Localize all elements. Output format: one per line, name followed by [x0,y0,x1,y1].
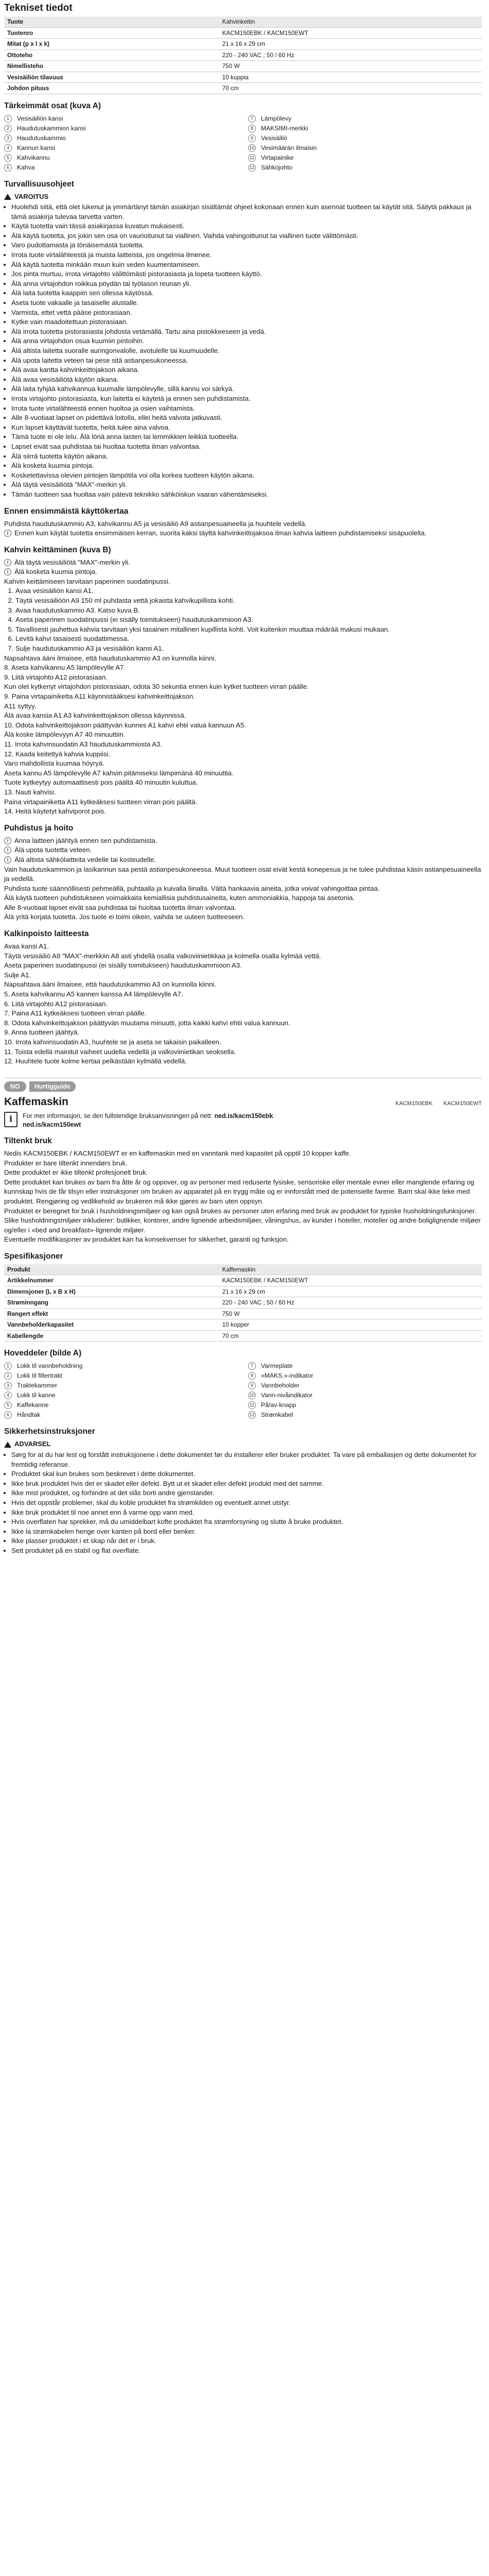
list-item: • Älä laita tuotetta kaappiin sen ollessa käytössä. [11,289,482,298]
part-label: Kannun kansi [17,144,55,151]
part-label: Kahva [17,163,35,171]
text-line: Nedis KACM150EBK / KACM150EWT er en kaffemaskin med en vanntank med kapasitet på opptil 10 kopper kaffe. [4,1149,351,1157]
fi-safety-list [4,202,482,499]
part-item [248,153,482,163]
spec-row [4,1275,482,1286]
spec-row [4,16,482,27]
fi-descale-title: Kalkinpoisto laitteesta [4,929,89,939]
list-item: • Käytä tuotetta vain tässä asiakirjassa kuvatun mukaisesti. [11,222,482,231]
fi-specs-title: Tekniset tiedot [4,3,73,13]
text-line: Napsahtava ääni ilmaisee, että haudutuskammio A3 on kunnolla kiinni. [4,654,216,662]
part-item [4,114,238,124]
warning-text: Älä täytä vesisäiliötä "MAX"-merkin yli. [14,558,130,566]
spec-row [4,1264,482,1275]
quick-guide-label: Hurtigguide [29,1081,76,1092]
part-number: 10 [248,1392,256,1399]
list-item: • Lapset eivät saa puhdistaa tai huoltaa tuotetta ilman valvontaa. [11,442,482,452]
part-item [4,133,238,143]
spec-value: 750 W [219,61,482,72]
text-line: Eventuelle modifikasjoner av produktet kan ha konsekvenser for sikkerhet, garanti og funksjon. [4,1235,289,1244]
part-label: Lokk til vannbeholdning [17,1362,83,1370]
list-item: • Sørg for at du har lest og forstått instruksjonene i dette dokumentet før du installerer eller bruker produktet. Ta vare på emballasjen og dette dokumentet for fremtidig referanse. [11,1450,482,1469]
fi-brew-warnings [4,558,482,577]
part-item [248,1371,482,1381]
warning-line [4,855,482,865]
no-safety-title: Sikkerhetsinstruksjoner [4,1427,95,1436]
manual-link[interactable]: ned.is/kacm150ewt [23,1121,81,1128]
part-label: Traktekammer [17,1382,58,1389]
warning-text: Älä kosketa kuumia pintoja. [14,568,97,576]
spec-value: 10 kopper [219,1319,482,1331]
list-item: • Alle 8-vuotiaat lapset on pidettävä loitolla, ellei heitä valvota jatkuvasti. [11,413,482,423]
part-number: 2 [4,125,12,132]
list-item: • Älä laita tyhjää kahvikannua kuumalle lämpölevylle, sillä kannu voi särkyä. [11,384,482,394]
no-warning-header [4,1439,482,1449]
no-use-text [4,1149,482,1245]
no-title-row [4,1096,482,1109]
spec-key: Mitat (p x l x k) [4,39,219,50]
part-item [4,1381,238,1391]
part-item [248,1391,482,1400]
text-line: Varo mahdollista kuumaa höyryä. [4,759,104,768]
list-item: 6. Levitä kahvi tasaisesti suodattimessa. [15,634,482,644]
text-line: 5. Aseta kahvikannu A5 kannen kanssa A4 lämpölevylle A7. [4,990,183,998]
info-icon: i [4,530,11,537]
part-label: Lokk til filtertrakt [17,1372,63,1380]
part-label: Kaffekanne [17,1401,49,1409]
fi-first-use-note [4,529,482,538]
spec-row [4,49,482,61]
list-item: • Aseta tuote vakaalle ja tasaiselle alustalle. [11,298,482,308]
list-item: • Kytke vain maadoitettuun pistorasiaan. [11,317,482,327]
fi-clean-warnings [4,836,482,865]
list-item: • Älä anna virtajohdon roikkua pöydän tai työtason reunan yli. [11,279,482,289]
text-line: Vain haudutuskammion ja lasikannun saa pestä astianpesukoneessa. Muut tuotteen osat eivät kestä konepesua ja ne tulee puhdistaa käsin astianpesuaineella ja vedellä. [4,865,481,883]
spec-row [4,72,482,83]
no-parts-title: Hoveddeler (bilde A) [4,1349,82,1358]
list-item: • Huolehdi siitä, että olet lukenut ja ymmärtänyt tämän asiakirjan sisältämät ohjeet kokonaan ennen kuin asennat tuotteen tai käytät sitä. Säilytä pakkaus ja tämä asiakirja tulevaa tarvetta varten. [11,202,482,222]
part-label: Virtapainike [261,154,294,161]
part-label: Vesisäiliö [261,134,287,142]
text-line: Älä yritä korjata tuotetta. Jos tuote ei toimi oikein, vaihda se uuteen tuotteeseen. [4,913,244,921]
list-item: • Kosketettavissa olevien pintojen lämpötila voi olla korkea tuotteen käytön aikana. [11,471,482,481]
manual-info-icon [4,1112,18,1127]
spec-value: 220 - 240 VAC ; 50 / 60 Hz [219,1297,482,1309]
spec-key: Produkt [4,1264,219,1275]
spec-key: Tuote [4,16,219,27]
text-line: 10. Odota kahvinkeittojakson päättyvän kunnes A1 kahvi ehtii valua kannuun A5. [4,721,246,729]
part-number: 1 [4,115,12,123]
text-line: Paina virtapainiketta A11 kytkeäksesi tuotteen virran pois päältä. [4,798,198,806]
text-line: 9. Liitä virtajohto A12 pistorasiaan. [4,673,108,681]
list-item: • Älä anna virtajohdon osua kuumiin pintoihin. [11,336,482,346]
spec-key: Ottoteho [4,49,219,61]
text-line: 9. Anna tuotteen jäähtyä. [4,1028,79,1037]
text-line: 10. Irrota kahvinsuodatin A3, huuhtele se ja aseta se takaisin paikalleen. [4,1038,221,1046]
part-number: 12 [248,164,256,172]
fi-brew-continued [4,654,482,817]
part-label: Vesimäärän ilmaisin [261,144,317,151]
part-item [248,1361,482,1371]
list-item: • Älä irrota tuotetta pistorasiasta johdosta vetämällä. Tartu aina pistokkeeseen ja vedä. [11,327,482,337]
fi-clean-text [4,865,482,923]
spec-row [4,39,482,50]
list-item: • Varo pudottamasta ja tönäisemästä tuotetta. [11,241,482,250]
model-number: KACM150EBK [395,1100,433,1107]
list-item: • Ikke bruk produktet hvis det er skadet eller defekt. Bytt ut et skadet eller defekt produkt med det samme. [11,1479,482,1489]
part-item [248,143,482,153]
list-item: • Älä altista laitetta suoralle auringonvalolle, avotulelle tai kuumuudelle. [11,346,482,356]
text-line: Produktet er beregnet for bruk i husholdningsmiljøer og kan også brukes av personer uten erfaring med bruk av produktet for typiske husholdningsfunksjoner. Slike husholdningsmiljøer inkluderer: butikker, kontorer, andre lignende arbeidsmiljøer, våningshus, av kunder i hoteller, moteller og andre boliglignende miljøer og/eller i «bed and breakfast»-lignende miljøer. [4,1207,481,1234]
spec-key: Artikkelnummer [4,1275,219,1286]
text-line: 11. Toista edellä mainitut vaiheet uudella vedellä ja valkoviinietikan seoksella. [4,1047,236,1056]
part-item [4,1371,238,1381]
text-line: 12. Kaada keitettyä kahvia kuppiisi. [4,750,110,758]
list-item: 1. Avaa vesisäiliön kansi A1. [15,586,482,596]
list-item: • Kun lapset käyttävät tuotetta, heitä tulee aina valvoa. [11,423,482,433]
no-parts-list [4,1361,482,1420]
part-number: 8 [248,1372,256,1380]
list-item: • Irrota virtajohto pistorasiasta, kun laitetta ei käytetä ja ennen sen puhdistamista. [11,394,482,404]
list-item: 2. Täytä vesisäiliöön A9 150 ml puhdasta vettä jokaista kahvikupillista kohti. [15,596,482,606]
text-line: Avaa kansi A1. [4,942,49,951]
text-line: 8. Odota kahvinkeittojakson päättyvän muutama minuutti, jotta kaikki kahvi ehtii valua kannuun. [4,1019,290,1027]
part-label: Håndtak [17,1411,41,1419]
part-label: Haudutuskammion kansi [17,124,86,132]
part-number: 4 [4,144,12,152]
text-line: Alle 8-vuotiaat lapset eivät saa puhdistaa tai huoltaa tuotetta ilman valvontaa. [4,903,236,911]
part-item [4,163,238,173]
fi-brew-steps [4,586,482,653]
part-number: 3 [4,1382,12,1389]
part-item [4,1391,238,1400]
spec-row [4,1330,482,1342]
spec-key: Vesisäiliön tilavuus [4,72,219,83]
list-item: • Irrota tuote virtalähteestä ennen huoltoa ja osien vaihtamista. [11,404,482,414]
list-item: 4. Aseta paperinen suodatinpussi (ei sisälly toimitukseen) haudutuskammioon A3. [15,615,482,625]
warning-line [4,567,482,577]
no-specs-title: Spesifikasjoner [4,1251,63,1261]
text-line: 13. Nauti kahvisi. [4,788,56,796]
no-info-prefix: For mer informasjon, se den fullstendige bruksanvisningen på nett: [23,1112,215,1120]
part-item [248,114,482,124]
spec-key: Kabellengde [4,1330,219,1342]
text-line: Tuote kytkeytyy automaattisesti pois päältä 40 minuutin kuluttua. [4,778,198,787]
fi-brew-title: Kahvin keittäminen (kuva B) [4,545,111,554]
part-label: Strømkabel [261,1411,293,1419]
text-line: Älä käytä tuotteen puhdistukseen voimakkaita kemiallisia puhdistusaineita, kuten ammoniakkia, happoja tai asetonia. [4,894,355,902]
warning-text: Älä upota tuotetta veteen. [14,846,92,854]
no-section-header [4,1078,482,1092]
part-number: 5 [4,154,12,162]
list-item: 7. Sulje haudutuskammio A3 ja vesisäiliön kansi A1. [15,644,482,654]
list-item: • Älä käytä tuotetta minkään muun kuin veden kuumentamiseen. [11,260,482,270]
text-line: Aseta paperinen suodatinpussi (ei sisälly toimitukseen) haudutuskammioon A3. [4,961,242,970]
text-line: Produkter er bare tiltenkt innendørs bruk. [4,1159,128,1167]
part-number: 7 [248,115,256,123]
warning-icon [4,1442,11,1448]
spec-row [4,61,482,72]
text-line: Älä koske lämpölevyyn A7 40 minuuttiin. [4,731,126,739]
part-number: 12 [248,1411,256,1419]
part-label: MAKSIMI-merkki [261,124,308,132]
part-item [248,133,482,143]
part-item [4,1410,238,1420]
text-line: 8. Aseta kahvikannu A5 lämpölevylle A7. [4,664,126,672]
spec-value: 21 x 16 x 29 cm [219,39,482,50]
fi-first-use-note-text: Ennen kuin käytät tuotetta ensimmäisen kerran, suorita kaksi täyttä kahvinkeittojaksoa ilman kahvia laitteen puhdistamiseksi sisäpuolelta. [14,529,427,537]
fi-safety-title: Turvallisuusohjeet [4,179,74,189]
list-item: • Älä avaa kantta kahvinkeittojakson aikana. [11,365,482,375]
no-warning-label: ADVARSEL [14,1440,51,1448]
text-line: 11. Irrota kahvinsuodatin A3 haudutuskammiosta A3. [4,740,162,748]
no-use-title: Tiltenkt bruk [4,1136,52,1145]
spec-value: 10 kuppia [219,72,482,83]
text-line: A11 syttyy. [4,702,37,710]
spec-value: 21 x 16 x 29 cm [219,1286,482,1297]
part-number: 2 [4,1372,12,1380]
list-item: • Hvis overflaten har sprekker, må du umiddelbart kofte produktet fra strømforsyning og slutte å bruke produktet. [11,1517,482,1527]
spec-value: 750 W [219,1308,482,1319]
warning-text: Älä altista sähkölaitteita vedelle tai kosteudelle. [14,855,156,863]
part-item [4,124,238,133]
no-info-text [23,1112,273,1129]
part-number: 4 [4,1392,12,1399]
part-number: 6 [4,164,12,172]
list-item: • Hvis det oppstår problemer, skal du koble produktet fra strømkilden og eventuelt annet utstyr. [11,1498,482,1508]
text-line: Aseta kannu A5 lämpölevylle A7 kahvin pitämiseksi lämpimänä 40 minuuttia. [4,769,234,777]
list-item: • Älä upota laitetta veteen tai pese sitä astianpesukoneessa. [11,356,482,366]
part-label: Sähköjohto [261,163,292,171]
text-line: 6. Liitä virtajohto A12 pistorasiaan. [4,999,108,1008]
spec-value: KACM150EBK / KACM150EWT [219,1275,482,1286]
list-item: • Ikke mist produktet, og forhindre at det slås borti andre gjenstander. [11,1488,482,1498]
text-line: 7. Paina A11 kytkeäksesi tuotteen virran päälle. [4,1009,147,1018]
part-number: 1 [4,1362,12,1370]
part-item [248,124,482,133]
part-label: På/av-knapp [261,1401,296,1409]
list-item: • Produktet skal kun brukes som beskrevet i dette dokumentet. [11,1469,482,1479]
warning-icon: ! [4,559,11,566]
spec-key: Tuotenro [4,27,219,39]
warning-line [4,845,482,855]
list-item: 5. Tavallisesti jauhettua kahvia tarvitaan yksi tasainen mitallinen kupillista kohti. Voit kuitenkin muuttaa määrää makusi mukaan. [15,625,482,635]
part-item [248,163,482,173]
part-label: «MAKS.»-indikator [261,1372,313,1380]
warning-text: Anna laitteen jäähtyä ennen sen puhdistamista. [14,836,158,844]
part-number: 8 [248,125,256,132]
list-item: • Irrota tuote virtalähteestä ja muista laitteista, jos ongelmia ilmenee. [11,250,482,260]
spec-row [4,1319,482,1331]
text-line: Puhdista tuote säännöllisesti pehmeällä, puhtaalla ja kuivalla liinalla. Vältä hankaavia aineita, jotka voivat vahingoittaa pintaa. [4,884,380,892]
spec-key: Nimellisteho [4,61,219,72]
part-item [248,1400,482,1410]
part-number: 9 [248,1382,256,1389]
part-number: 11 [248,154,256,162]
part-number: 10 [248,144,256,152]
part-item [4,1400,238,1410]
list-item: • Jos pinta murtuu, irrota virtajohto välittömästi pistorasiasta ja lopeta tuotteen käyttö. [11,269,482,279]
part-number: 6 [4,1411,12,1419]
language-badge: NO [4,1081,26,1092]
part-item [4,1361,238,1371]
warning-icon [4,194,11,200]
no-product-title: Kaffemaskin [4,1096,68,1108]
part-label: Lokk til kanne [17,1392,56,1399]
spec-key: Rangert effekt [4,1308,219,1319]
text-line: 12. Huuhtele tuote kolme kertaa pelkästään kylmällä vedellä. [4,1057,187,1065]
text-line: Dette produktet er ikke tiltenkt profesjonelt bruk. [4,1168,148,1177]
part-label: Lämpölevy [261,114,291,122]
fi-brew-intro: Kahvin keittämiseen tarvitaan paperinen suodatinpussi. [4,577,170,585]
model-number: KACM150EWT [443,1100,482,1107]
spec-key: Strøminngang [4,1297,219,1309]
no-model-numbers [386,1099,482,1109]
text-line: Dette produktet kan brukes av barn fra åtte år og oppover, og av personer med reduserte fysiske, sensoriske eller mentale evner eller manglende erfaring og kunnskap hvis de får tilsyn eller instruksjoner om bruken av apparatet på en trygg måte og er innforstått med de potensielle farene. Barn skal ikke leke med produktet. Rengjøring og vedlikehold av brukeren må ikke gjøres av barn uten oppsyn. [4,1178,475,1205]
fi-parts-list [4,114,482,173]
fi-warning-header [4,192,482,202]
text-line: Täytä vesisäiliö A9 "MAX"-merkkiin A8 asti yhdellä osalla valkoviinietikkaa ja kolmella osalla kylmää vettä. [4,952,321,960]
text-line: 14. Heitä käytetyt kahviporot pois. [4,807,106,816]
list-item: • Älä täytä vesisäiliötä "MAX"-merkin yli. [11,480,482,490]
fi-warning-label: VAROITUS [14,192,49,200]
list-item: • Älä kosketa kuumia pintoja. [11,461,482,471]
part-number: 11 [248,1401,256,1409]
part-label: Haudutuskammio [17,134,66,142]
list-item: • Ikke plasser produktet i et skap når det er i bruk. [11,1536,482,1546]
spec-value: KACM150EBK / KACM150EWT [219,27,482,39]
spec-row [4,83,482,94]
list-item: • Tämän tuotteen saa huoltaa vain pätevä teknikko sähköiskun vaaran vähentämiseksi. [11,490,482,500]
part-item [4,143,238,153]
list-item: • Sett produktet på en stabil og flat overflate. [11,1546,482,1556]
fi-parts-title: Tärkeimmät osat (kuva A) [4,101,101,110]
part-number: 5 [4,1401,12,1409]
spec-value: 220 - 240 VAC ; 50 / 60 Hz [219,49,482,61]
warning-icon: ! [4,846,11,854]
spec-key: Johdon pituus [4,83,219,94]
no-info-row [4,1112,482,1129]
spec-row [4,1297,482,1309]
warning-line [4,558,482,568]
list-item: 3. Avaa haudutuskammio A3. Katso kuva B. [15,606,482,616]
text-line: Sulje A1. [4,971,31,979]
manual-link[interactable]: ned.is/kacm150ebk [214,1112,273,1120]
text-line: Napsahtava ääni ilmaisee, että haudutuskammio A3 on kunnolla kiinni. [4,980,216,989]
part-label: Vann-nivåindikator [261,1392,313,1399]
part-item [4,153,238,163]
fi-descale-steps [4,942,482,1066]
list-item: • Älä siirrä tuotetta käytön aikana. [11,452,482,462]
list-item: • Varmista, ettet vettä pääse pistorasiaan. [11,308,482,318]
warning-icon: ! [4,856,11,863]
text-line: Älä avaa kansia A1 A3 kahvinkeittojakson ollessa käynnissä. [4,711,186,720]
warning-icon: ! [4,568,11,575]
no-specs-table [4,1264,482,1342]
fi-specs-table [4,16,482,94]
part-item [248,1410,482,1420]
part-number: 9 [248,134,256,142]
spec-row [4,27,482,39]
fi-clean-title: Puhdistus ja hoito [4,823,74,833]
warning-line [4,836,482,846]
spec-value: 70 cm [219,1330,482,1342]
list-item: • Älä avaa vesisäiliötä käytön aikana. [11,375,482,385]
spec-value: Kahvinkeitin [219,16,482,27]
part-number: 3 [4,134,12,142]
fi-first-use-title: Ennen ensimmäistä käyttökertaa [4,506,129,516]
fi-first-use-text: Puhdista haudutuskammio A3, kahvikannu A5 ja vesisäiliö A9 astianpesuaineella ja huuhtele vedellä. [4,519,307,528]
text-line: 9. Paina virtapainiketta A11 käynnistääksesi kahvinkeittojakson. [4,692,195,700]
spec-value: Kaffemaskin [219,1264,482,1275]
spec-key: Vannbeholderkapasitet [4,1319,219,1331]
spec-value: 70 cm [219,83,482,94]
part-label: Vannbeholder [261,1382,300,1389]
part-label: Kahvikannu [17,154,50,161]
spec-key: Dimensjoner (L x B x H) [4,1286,219,1297]
part-label: Vesisäiliön kansi [17,114,63,122]
spec-row [4,1286,482,1297]
spec-row [4,1308,482,1319]
list-item: • Ikke bruk produktet til noe annet enn å varme opp vann med. [11,1508,482,1518]
part-number: 7 [248,1362,256,1370]
list-item: • Ikke la strømkabelen henge over kanten på bord eller benker. [11,1527,482,1537]
part-item [248,1381,482,1391]
part-label: Varmeplate [261,1362,293,1370]
list-item: • Älä käytä tuotetta, jos jokin sen osa on vaurioitunut tai viallinen. Vaihda vahingoittunut tai viallinen tuote välittömästi. [11,231,482,241]
list-item: • Tämä tuote ei ole lelu. Älä lönä anna lasten tai lemmikkien leikkiä tuotteella. [11,432,482,442]
warning-icon: ! [4,837,11,844]
no-safety-list [4,1450,482,1556]
text-line: Kun olet kytkenyt virtajohdon pistorasiaan, odota 30 sekuntia ennen kuin kytket tuotteen virran päälle. [4,683,309,691]
